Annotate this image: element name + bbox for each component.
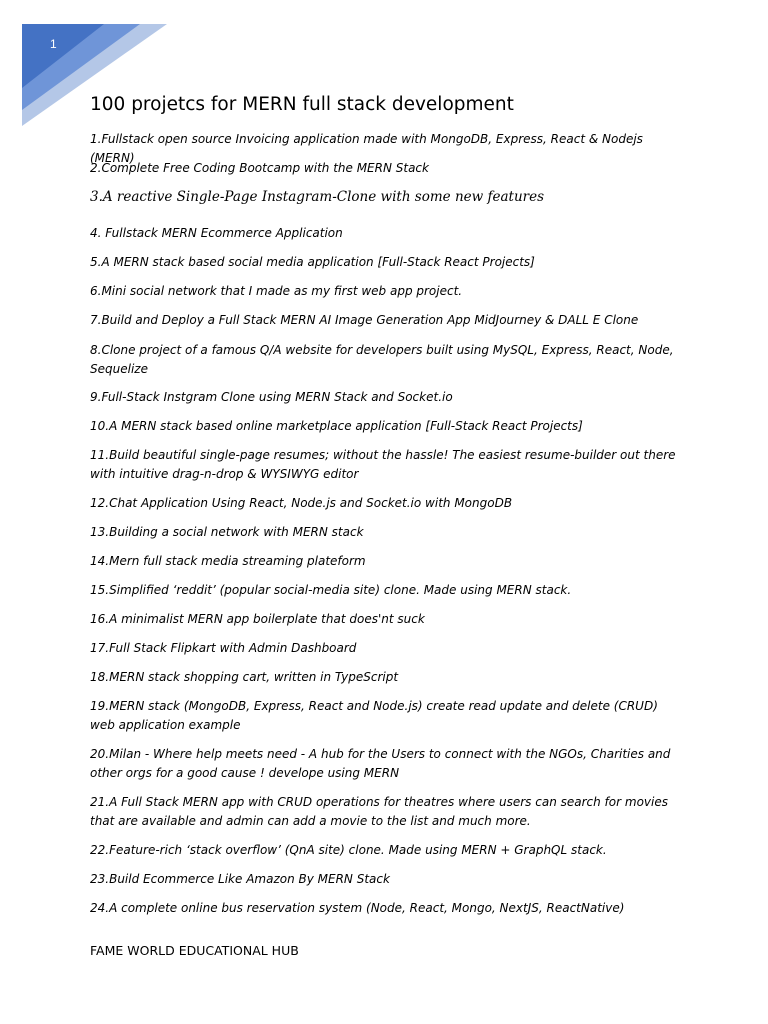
list-item: 21.A Full Stack MERN app with CRUD operations for theatres where users can search for movies that are available and admin can add a movie to the list and much more. <box>90 795 668 828</box>
list-item: 17.Full Stack Flipkart with Admin Dashboard <box>90 641 357 655</box>
list-item: 18.MERN stack shopping cart, written in TypeScript <box>90 670 399 684</box>
list-item: 3.A reactive Single-Page Instagram-Clone with some new features <box>90 189 545 205</box>
list-item: 16.A minimalist MERN app boilerplate that does'nt suck <box>90 612 425 626</box>
footer-text: FAME WORLD EDUCATIONAL HUB <box>90 943 299 958</box>
list-item: 12.Chat Application Using React, Node.js and Socket.io with MongoDB <box>90 496 513 510</box>
list-item: 20.Milan - Where help meets need - A hub for the Users to connect with the NGOs, Charities and other orgs for a good cause ! develope using MERN <box>90 747 671 780</box>
list-item: 6.Mini social network that I made as my first web app project. <box>90 284 463 298</box>
list-item: 2.Complete Free Coding Bootcamp with the MERN Stack <box>90 161 429 175</box>
list-item: 9.Full-Stack Instgram Clone using MERN Stack and Socket.io <box>90 390 453 404</box>
list-item: 4. Fullstack MERN Ecommerce Application <box>90 226 343 240</box>
list-item: 11.Build beautiful single-page resumes; without the hassle! The easiest resume-builder out there with intuitive drag-n-drop & WYSIWYG editor <box>90 448 676 481</box>
list-item: 19.MERN stack (MongoDB, Express, React and Node.js) create read update and delete (CRUD) web application example <box>90 699 658 732</box>
list-item: 15.Simplified ‘reddit’ (popular social-media site) clone. Made using MERN stack. <box>90 583 572 597</box>
corner-decoration <box>0 0 200 140</box>
list-item: 5.A MERN stack based social media application [Full-Stack React Projects] <box>90 255 535 269</box>
list-item: 1.Fullstack open source Invoicing application made with MongoDB, Express, React & Nodejs (MERN) <box>90 132 643 165</box>
page-title: 100 projetcs for MERN full stack development <box>90 94 514 115</box>
list-item: 14.Mern full stack media streaming plateform <box>90 554 366 568</box>
list-item: 23.Build Ecommerce Like Amazon By MERN Stack <box>90 872 390 886</box>
list-item: 7.Build and Deploy a Full Stack MERN AI Image Generation App MidJourney & DALL E Clone <box>90 313 639 327</box>
list-item: 13.Building a social network with MERN stack <box>90 525 364 539</box>
list-item: 22.Feature-rich ‘stack overflow’ (QnA site) clone. Made using MERN + GraphQL stack. <box>90 843 607 857</box>
page-number: 1 <box>50 37 57 51</box>
list-item: 8.Clone project of a famous Q/A website for developers built using MySQL, Express, React, Node, Sequelize <box>90 343 674 376</box>
list-item: 10.A MERN stack based online marketplace application [Full-Stack React Projects] <box>90 419 583 433</box>
list-item: 24.A complete online bus reservation system (Node, React, Mongo, NextJS, ReactNative) <box>90 901 625 915</box>
